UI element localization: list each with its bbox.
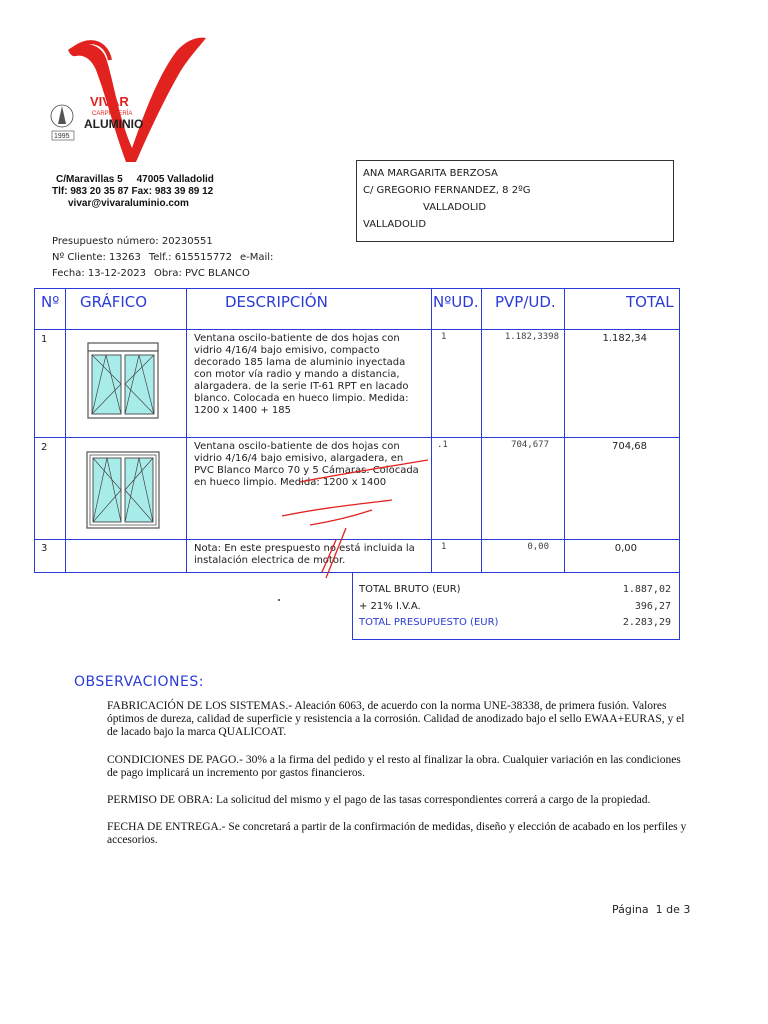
vat-label: + 21% I.V.A. bbox=[359, 601, 421, 612]
observations-title: OBSERVACIONES: bbox=[74, 674, 204, 690]
company-email: vivar@vivaraluminio.com bbox=[68, 198, 189, 209]
work-type: Obra: PVC BLANCO bbox=[153, 268, 250, 279]
grand-total-value: 2.283,29 bbox=[622, 617, 671, 628]
observation-fabrication: FABRICACIÓN DE LOS SISTEMAS.- Aleación 6063, de acuerdo con la norma UNE-38338, de primera fusión. Valores óptimos de dureza, calidad de superficie y resistencia a la corrosión. Calidad de anodizado bajo el sello EWAA+EURAS, y el de lacado bajo la marca QUALICOAT. bbox=[107, 700, 685, 738]
logo-product: ALUMINIO bbox=[84, 117, 144, 131]
row-3-total: 0,00 bbox=[614, 543, 637, 554]
row-1-total: 1.182,34 bbox=[602, 333, 647, 344]
client-email-label: e-Mail: bbox=[239, 252, 274, 263]
company-phones: Tlf: 983 20 35 87 Fax: 983 39 89 12 bbox=[52, 186, 214, 197]
gross-total-value: 1.887,02 bbox=[622, 584, 671, 595]
row-1-window-graphic bbox=[87, 342, 159, 419]
company-address: C/Maravillas 5 47005 Valladolid bbox=[56, 174, 214, 185]
row-1-units: 1 bbox=[441, 332, 447, 342]
row-1-description: Ventana oscilo-batiente de dos hojas con vidrio 4/16/4 bajo emisivo, compacto decorado 185 lama de aluminio inyectada con motor vía radio y mando a distancia, alargadera. de la serie IT-61 RPT en lacado blanco. Colocada en hueco limpio. Medida: 1200 x 1400 + 185 bbox=[194, 333, 409, 416]
row-3-units: 1 bbox=[441, 542, 447, 552]
observation-payment: CONDICIONES DE PAGO.- 30% a la firma del pedido y el resto al finalizar la obra. Cualquier variación en las condiciones de pago implicará un incremento por gastos financieros. bbox=[107, 754, 681, 779]
header-total: TOTAL bbox=[626, 293, 674, 311]
logo-seal bbox=[51, 105, 73, 127]
header-description: DESCRIPCIÓN bbox=[225, 293, 328, 311]
client-street: C/ GREGORIO FERNANDEZ, 8 2ºG bbox=[363, 185, 531, 196]
stray-dot bbox=[278, 599, 280, 601]
budget-table bbox=[34, 288, 680, 573]
row-2-units: .1 bbox=[437, 440, 448, 450]
row-2-description: Ventana oscilo-batiente de dos hojas con vidrio 4/16/4 bajo emisivo, alargadera, en PVC Blanco Marco 70 y 5 Cámaras. Colocada en hueco limpio. Medida: 1200 x 1400 bbox=[194, 441, 419, 488]
budget-meta bbox=[52, 234, 273, 282]
company-logo bbox=[40, 30, 230, 170]
header-num: Nº bbox=[41, 293, 60, 311]
row-2-total: 704,68 bbox=[612, 441, 647, 452]
client-phone: Telf.: 615515772 bbox=[148, 252, 232, 263]
observation-permit: PERMISO DE OBRA: La solicitud del mismo y el pago de las tasas correspondientes correrá a cargo de la propiedad. bbox=[107, 794, 651, 806]
logo-brand-name: VIVAR bbox=[90, 94, 129, 109]
date-line bbox=[52, 266, 273, 282]
logo-v-mark bbox=[68, 38, 206, 162]
logo-year: 1995 bbox=[54, 133, 70, 140]
client-province: VALLADOLID bbox=[363, 219, 427, 230]
budget-number: Presupuesto número: 20230551 bbox=[52, 236, 213, 247]
client-city: VALLADOLID bbox=[423, 202, 487, 213]
gross-total-label: TOTAL BRUTO (EUR) bbox=[359, 584, 461, 595]
page-number: Página 1 de 3 bbox=[612, 903, 691, 916]
budget-date: Fecha: 13-12-2023 bbox=[52, 268, 146, 279]
header-graphic: GRÁFICO bbox=[80, 293, 148, 311]
observation-delivery: FECHA DE ENTREGA.- Se concretará a partir de la confirmación de medidas, diseño y elección de acabado en los perfiles y accesorios. bbox=[107, 821, 687, 846]
logo-subtitle: CARPINTERÍA bbox=[92, 111, 133, 117]
totals-box bbox=[352, 572, 680, 640]
row-1-unit-price: 1.182,3398 bbox=[504, 332, 559, 342]
vat-value: 396,27 bbox=[634, 601, 671, 612]
grand-total-label: TOTAL PRESUPUESTO (EUR) bbox=[359, 617, 499, 628]
company-info bbox=[52, 174, 214, 210]
client-line bbox=[52, 250, 273, 266]
row-3-unit-price: 0,00 bbox=[527, 542, 549, 552]
row-1-num: 1 bbox=[41, 334, 48, 345]
client-number: Nº Cliente: 13263 bbox=[52, 252, 141, 263]
header-units: NºUD. bbox=[433, 293, 479, 311]
row-3-description: Nota: En este prespuesto no está incluida la instalación electrica de motor. bbox=[194, 543, 415, 566]
row-3-num: 3 bbox=[41, 543, 48, 554]
row-2-num: 2 bbox=[41, 442, 48, 453]
client-address-box bbox=[356, 160, 674, 242]
row-2-unit-price: 704,677 bbox=[511, 440, 549, 450]
header-unit-price: PVP/UD. bbox=[495, 293, 556, 311]
client-name: ANA MARGARITA BERZOSA bbox=[363, 168, 498, 179]
row-2-window-graphic bbox=[86, 451, 160, 529]
